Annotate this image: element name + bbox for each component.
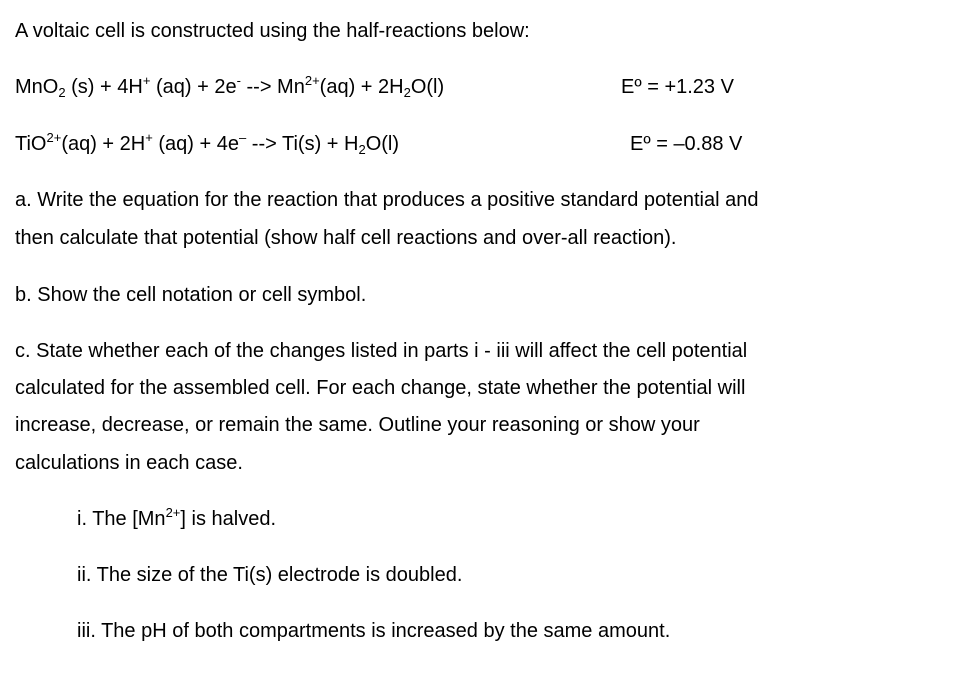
part-a-line-2: then calculate that potential (show half cell reactions and over-all reaction). xyxy=(15,227,677,249)
intro-text: A voltaic cell is constructed using the half-reactions below: xyxy=(15,20,530,42)
reaction2-h-charge: + xyxy=(145,130,153,145)
reaction2-electrons: (aq) + 4e xyxy=(152,133,240,155)
item-i-charge: 2+ xyxy=(165,505,181,520)
item-i xyxy=(77,507,276,531)
reaction1-products: (aq) + 2H xyxy=(319,76,404,98)
item-i-before: i. The [Mn xyxy=(77,508,166,530)
reaction2-arrow: --> Ti(s) + H xyxy=(246,133,359,155)
reaction1-electrons: (aq) + 2e xyxy=(150,76,237,98)
reaction2-h2-subscript: 2 xyxy=(358,142,366,157)
item-iii: iii. The pH of both compartments is increased by the same amount. xyxy=(77,620,671,642)
reaction1-potential: Eº = +1.23 V xyxy=(621,76,734,98)
reaction2-tio: TiO xyxy=(15,133,47,155)
reaction2-e-charge: – xyxy=(239,130,247,145)
reaction1-mn-charge: 2+ xyxy=(304,73,320,88)
part-c-line-4: calculations in each case. xyxy=(15,452,243,474)
reaction2-water: O(l) xyxy=(365,133,400,155)
part-a-line-1: a. Write the equation for the reaction that produces a positive standard potential and xyxy=(15,189,759,211)
reaction1-mno2: MnO xyxy=(15,76,59,98)
item-i-after: ] is halved. xyxy=(180,508,276,530)
part-c-line-2: calculated for the assembled cell. For each change, state whether the potential will xyxy=(15,377,746,399)
reaction2-potential: Eº = –0.88 V xyxy=(630,133,743,155)
part-b-text: b. Show the cell notation or cell symbol. xyxy=(15,284,367,306)
reaction1-water: O(l) xyxy=(410,76,445,98)
reaction1-e-charge: - xyxy=(236,73,241,88)
reaction1-h-charge: + xyxy=(142,73,151,88)
half-reaction-tio2 xyxy=(15,132,399,156)
reaction1-mno2-subscript: 2 xyxy=(58,85,66,100)
part-c-line-1: c. State whether each of the changes listed in parts i - iii will affect the cell potential xyxy=(15,340,748,362)
reaction1-arrow: --> Mn xyxy=(240,76,305,98)
reaction2-reactants: (aq) + 2H xyxy=(61,133,146,155)
reaction1-reactants: (s) + 4H xyxy=(65,76,143,98)
part-c-line-3: increase, decrease, or remain the same. Outline your reasoning or show your xyxy=(15,414,700,436)
reaction1-h2-subscript: 2 xyxy=(403,85,411,100)
reaction2-tio-charge: 2+ xyxy=(46,130,62,145)
item-ii: ii. The size of the Ti(s) electrode is doubled. xyxy=(77,564,463,586)
half-reaction-mno2 xyxy=(15,75,444,99)
